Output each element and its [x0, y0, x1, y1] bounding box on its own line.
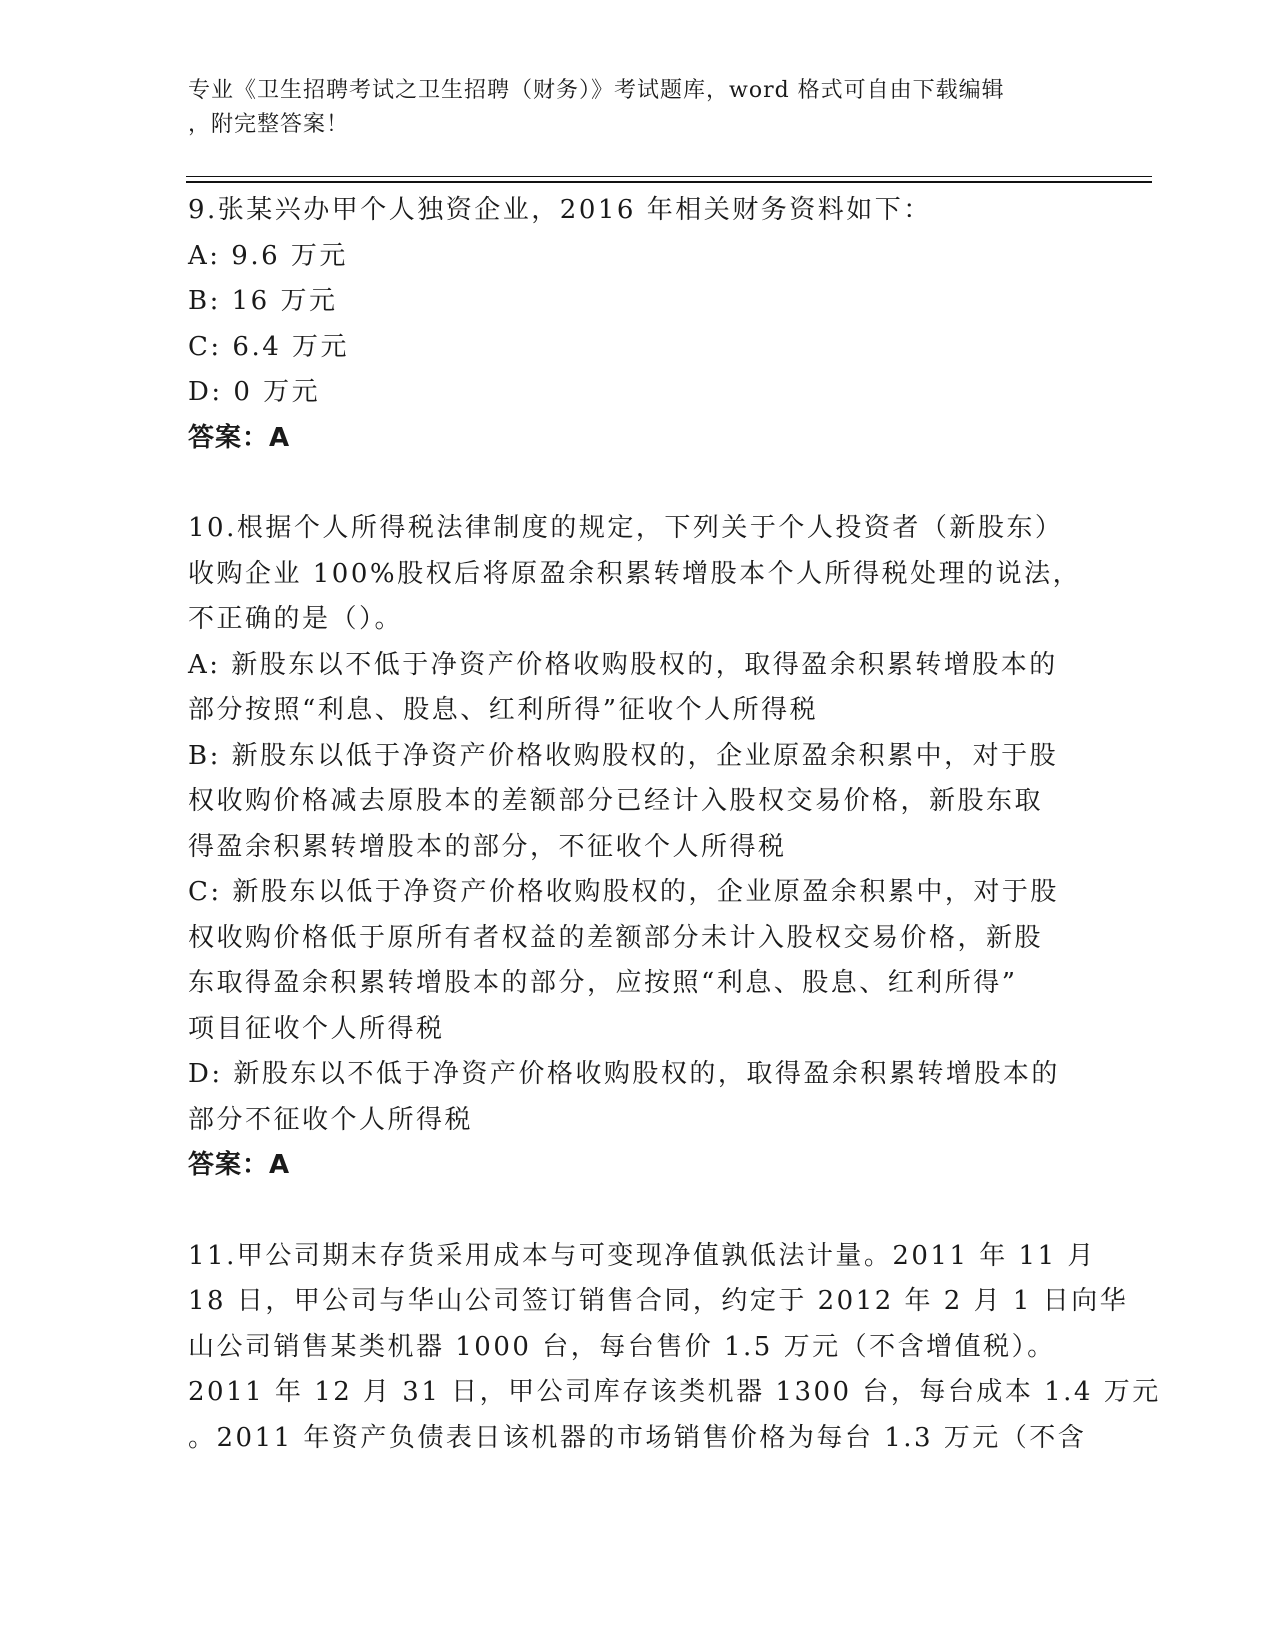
question-stem: 2011 年 12 月 31 日，甲公司库存该类机器 1300 台，每台成本 1.4 万元 — [188, 1377, 1161, 1407]
question-stem: 11.甲公司期末存货采用成本与可变现净值孰低法计量。2011 年 11 月 — [188, 1240, 1096, 1271]
option-a: A: 9.6 万元 — [188, 240, 348, 271]
option-b: B: 16 万元 — [188, 286, 338, 316]
question-11 — [188, 1234, 1161, 1462]
header-line: ，附完整答案！ — [188, 112, 350, 137]
option-c: C: 6.4 万元 — [188, 331, 350, 362]
option-d: D: 新股东以不低于净资产价格收购股权的，取得盈余积累转增股本的 — [188, 1059, 1060, 1089]
option-c: 东取得盈余积累转增股本的部分，应按照“利息、股息、红利所得” — [188, 968, 1018, 998]
header-line: 专业《卫生招聘考试之卫生招聘（财务）》考试题库，word 格式可自由下载编辑 — [188, 78, 1005, 103]
option-d: D: 0 万元 — [188, 377, 321, 407]
answer-label: 答案：A — [188, 422, 291, 453]
option-a: 部分按照“利息、股息、红利所得”征收个人所得税 — [188, 695, 819, 725]
question-9 — [188, 188, 1088, 461]
header-divider-thin — [186, 176, 1152, 177]
question-stem: 9.张某兴办甲个人独资企业，2016 年相关财务资料如下： — [188, 195, 932, 225]
question-list — [188, 188, 1161, 1461]
question-stem: 。2011 年资产负债表日该机器的市场销售价格为每台 1.3 万元（不含 — [188, 1422, 1087, 1453]
question-spacer — [188, 461, 1088, 506]
document-header-note — [188, 74, 1088, 142]
question-stem: 不正确的是（）。 — [188, 604, 404, 634]
question-stem: 山公司销售某类机器 1000 台，每台售价 1.5 万元（不含增值税）。 — [188, 1331, 1056, 1362]
option-c: C: 新股东以低于净资产价格收购股权的，企业原盈余积累中，对于股 — [188, 877, 1059, 907]
option-a: A: 新股东以不低于净资产价格收购股权的，取得盈余积累转增股本的 — [188, 649, 1058, 680]
option-b: B: 新股东以低于净资产价格收购股权的，企业原盈余积累中，对于股 — [188, 740, 1059, 771]
question-stem: 10.根据个人所得税法律制度的规定，下列关于个人投资者（新股东） — [188, 513, 1064, 543]
answer-label: 答案：A — [188, 1150, 291, 1180]
option-b: 得盈余积累转增股本的部分，不征收个人所得税 — [188, 831, 787, 862]
option-b: 权收购价格减去原股本的差额部分已经计入股权交易价格，新股东取 — [188, 786, 1044, 816]
option-c: 权收购价格低于原所有者权益的差额部分未计入股权交易价格，新股 — [188, 922, 1044, 953]
header-divider-thick — [186, 181, 1152, 183]
option-d: 部分不征收个人所得税 — [188, 1104, 474, 1135]
question-10 — [188, 506, 1088, 1189]
option-c: 项目征收个人所得税 — [188, 1013, 445, 1044]
question-spacer — [188, 1189, 1088, 1234]
question-stem: 收购企业 100%股权后将原盈余积累转增股本个人所得税处理的说法， — [188, 558, 1082, 589]
question-stem: 18 日，甲公司与华山公司签订销售合同，约定于 2012 年 2 月 1 日向华 — [188, 1286, 1129, 1316]
